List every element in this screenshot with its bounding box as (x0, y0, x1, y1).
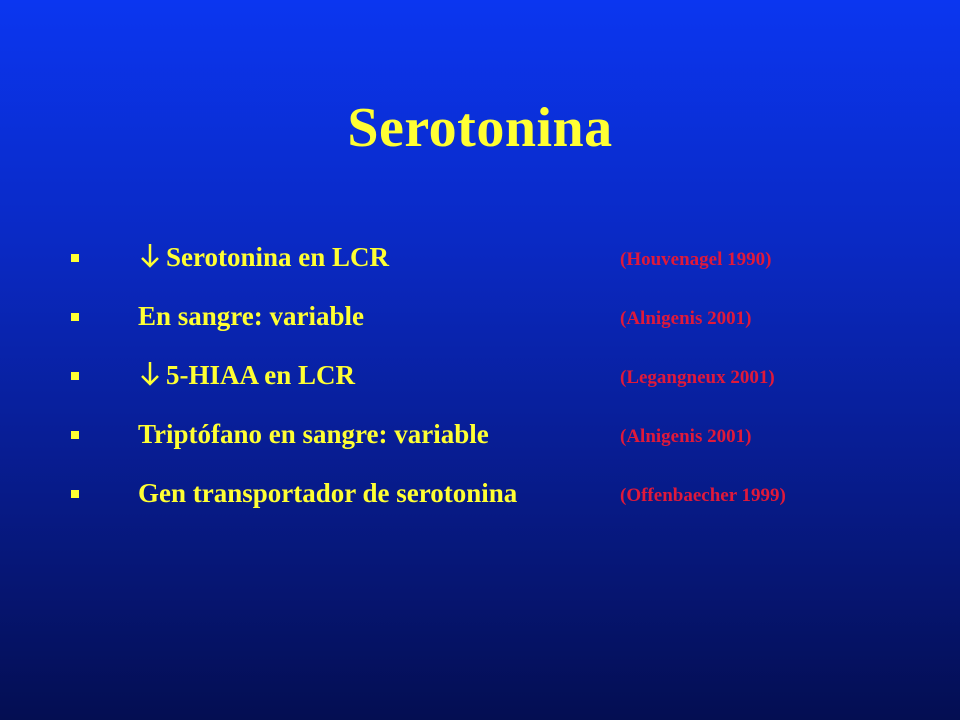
list-item-text: Serotonina en LCR (166, 242, 390, 272)
list-item-text: En sangre: variable (138, 301, 365, 331)
reference-citation: (Alnigenis 2001) (620, 308, 752, 329)
list-item-text: 5-HIAA en LCR (166, 360, 356, 390)
reference-citation: (Houvenagel 1990) (620, 249, 772, 270)
square-bullet-icon (71, 313, 79, 321)
list-item (0, 413, 960, 461)
list-item (0, 354, 960, 402)
down-arrow-icon (138, 242, 162, 269)
list-item-text-wrap (138, 354, 355, 396)
reference-citation: (Legangneux 2001) (620, 367, 775, 388)
reference-citation: (Offenbaecher 1999) (620, 485, 786, 506)
list-item (0, 236, 960, 284)
down-arrow-icon (138, 360, 162, 387)
square-bullet-icon (71, 431, 79, 439)
list-item-text-wrap (138, 236, 389, 278)
list-item-text: Triptófano en sangre: variable (138, 419, 489, 449)
square-bullet-icon (71, 490, 79, 498)
list-item (0, 472, 960, 520)
list-item (0, 295, 960, 343)
slide-title: Serotonina (347, 97, 613, 159)
square-bullet-icon (71, 254, 79, 262)
list-item-text: Gen transportador de serotonina (138, 478, 518, 508)
square-bullet-icon (71, 372, 79, 380)
reference-citation: (Alnigenis 2001) (620, 426, 752, 447)
